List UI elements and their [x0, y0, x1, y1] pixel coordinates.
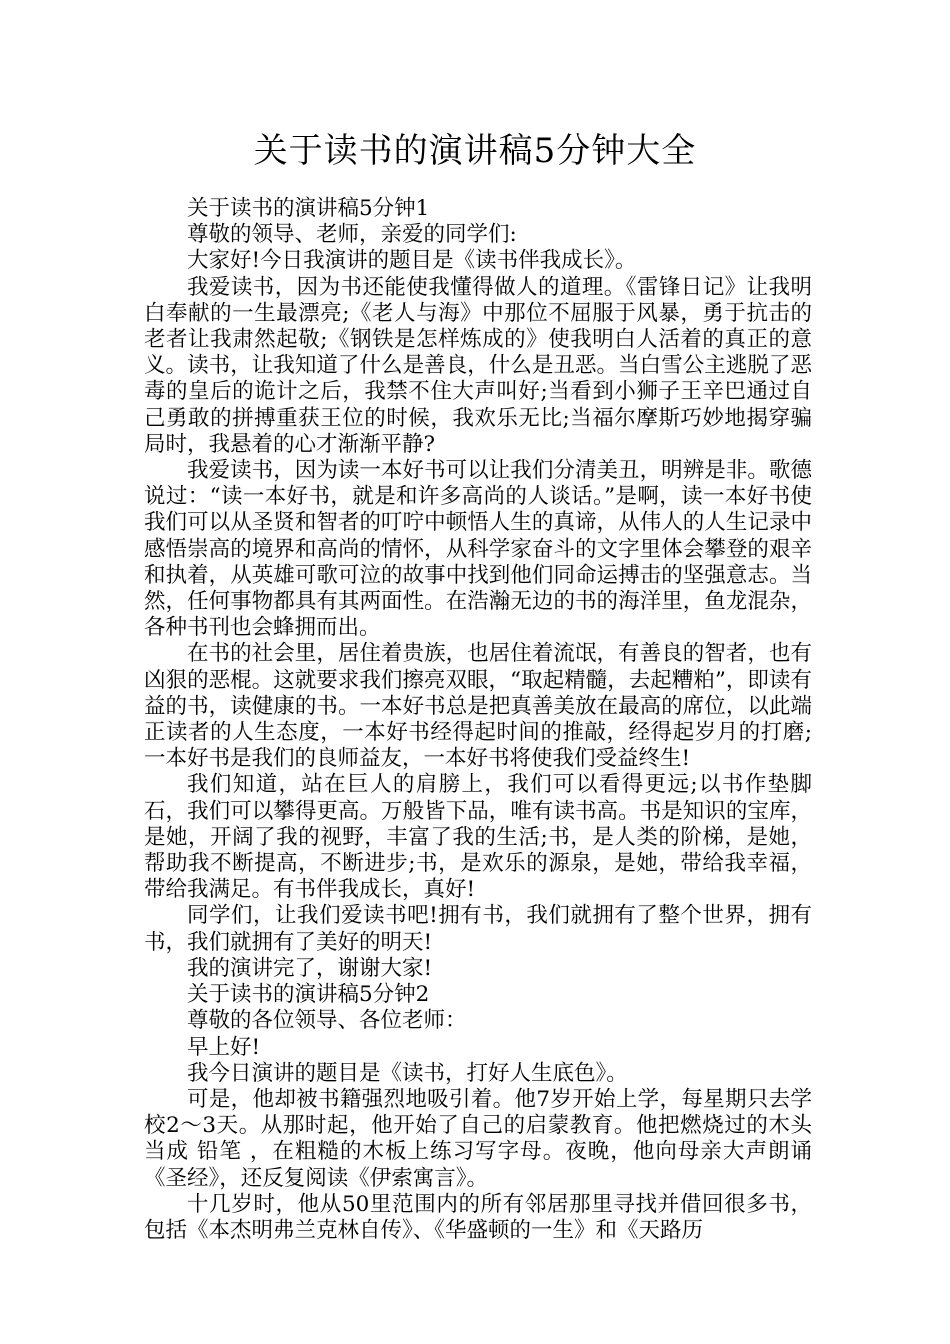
paragraph-salutation-1: 尊敬的领导、老师，亲爱的同学们:	[187, 222, 517, 248]
document-body	[144, 196, 812, 1244]
paragraph: 我爱读书，因为书还能使我懂得做人的道理。《雷锋日记》让我明白奉献的一生最漂亮;《老人与海》中那位不屈服于风暴，勇于抗击的老者让我肃然起敬;《钢铁是怎样炼成的》使我明白人活着的真正的意义。读书，让我知道了什么是善良，什么是丑恶。当白雪公主逃脱了恶毒的皇后的诡计之后，我禁不住大声叫好;当看到小狮子王辛巴通过自己勇敢的拼搏重获王位的时候，我欢乐无比;当福尔摩斯巧妙地揭穿骗局时，我悬着的心才渐渐平静?	[144, 274, 812, 457]
paragraph: 我爱读书，因为读一本好书可以让我们分清美丑，明辨是非。歌德说过：“读一本好书，就是和许多高尚的人谈话。”是啊，读一本好书使我们可以从圣贤和智者的叮咛中顿悟人生的真谛，从伟人的人生记录中感悟崇高的境界和高尚的情怀，从科学家奋斗的文字里体会攀登的艰辛和执着，从英雄可歌可泣的故事中找到他们同命运搏击的坚强意志。当然，任何事物都具有其两面性。在浩瀚无边的书的海洋里，鱼龙混杂，各种书刊也会蜂拥而出。	[144, 458, 812, 641]
paragraph: 可是，他却被书籍强烈地吸引着。他7岁开始上学，每星期只去学校2～3天。从那时起，他开始了自己的启蒙教育。他把燃烧过的木头当成 铅笔 ，在粗糙的木板上练习写字母。夜晚，他向母亲大声朗诵《圣经》，还反复阅读《伊索寓言》。	[144, 1086, 812, 1191]
paragraph: 我今日演讲的题目是《读书，打好人生底色》。	[187, 1060, 628, 1086]
paragraph-greeting-2: 早上好!	[187, 1034, 261, 1060]
paragraph: 在书的社会里，居住着贵族，也居住着流氓，有善良的智者，也有凶狠的恶棍。这就要求我们擦亮双眼，“取起精髓，去起糟粕”，即读有益的书，读健康的书。一本好书总是把真善美放在最高的席位，以此端正读者的人生态度，一本好书经得起时间的推敲，经得起岁月的打磨;一本好书是我们的良师益友，一本好书将使我们受益终生!	[144, 641, 812, 772]
paragraph-greeting-1: 大家好!今日我演讲的题目是《读书伴我成长》。	[187, 248, 637, 274]
paragraph: 我们知道，站在巨人的肩膀上，我们可以看得更远;以书作垫脚石，我们可以攀得更高。万般皆下品，唯有读书高。书是知识的宝库，是她，开阔了我的视野，丰富了我的生活;书，是人类的阶梯，是她，帮助我不断提高，不断进步;书，是欢乐的源泉，是她，带给我幸福，带给我满足。有书伴我成长，真好!	[144, 772, 812, 903]
paragraph-closing-1: 我的演讲完了，谢谢大家!	[187, 955, 433, 981]
paragraph: 十几岁时，他从50里范围内的所有邻居那里寻找并借回很多书，包括《本杰明弗兰克林自传》、《华盛顿的一生》和《天路历	[144, 1191, 812, 1243]
paragraph-heading-1: 关于读书的演讲稿5分钟1	[187, 196, 430, 221]
paragraph-salutation-2: 尊敬的各位领导、各位老师：	[187, 1008, 467, 1034]
document-title: 关于读书的演讲稿5分钟大全	[253, 131, 697, 171]
paragraph-heading-2: 关于读书的演讲稿5分钟2	[187, 982, 430, 1008]
paragraph: 同学们，让我们爱读书吧!拥有书，我们就拥有了整个世界，拥有书，我们就拥有了美好的明天!	[144, 903, 812, 955]
